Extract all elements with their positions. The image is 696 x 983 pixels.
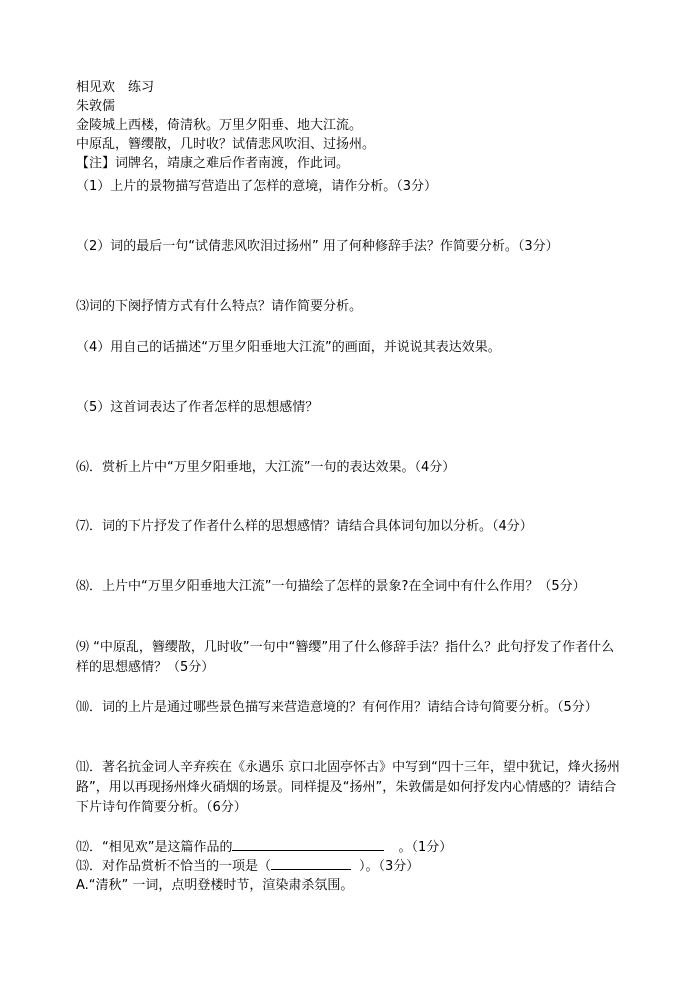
question-13 [76, 857, 419, 876]
worksheet-title: 相见欢 练习 [76, 80, 155, 95]
question-13-score: ）。（3分） [359, 859, 420, 874]
question-10: ⑽．词的上片是通过哪些景色描写来营造意境的？有何作用？请结合诗句简要分析。（5分） [76, 700, 598, 715]
question-8: ⑻．上片中“万里夕阳垂地大江流”一句描绘了怎样的景象?在全词中有什么作用？（5分） [76, 579, 586, 594]
question-9: ⑼ “中原乱，簪缨散，几时收”一句中“簪缨”用了什么修辞手法？指什么？此句抒发了作者什么样的思想感情？（5分） [76, 640, 615, 675]
answer-blank-12[interactable] [232, 838, 384, 851]
question-2: （2）词的最后一句“试倩悲风吹泪过扬州” 用了何种修辞手法？作简要分析。（3分） [76, 239, 559, 254]
question-11: ⑾．著名抗金词人辛弃疾在《永遇乐 京口北固亭怀古》中写到“四十三年，望中犹记，烽火扬州路”，用以再现扬州烽火硝烟的场景。同样提及“扬州”，朱敦儒是如何抒发内心情感的？请结合下片诗句作简要分析。（6分） [76, 760, 620, 815]
answer-blank-13[interactable] [271, 857, 351, 870]
question-12-score: 。（1分） [398, 840, 453, 855]
question-1: （1）上片的景物描写营造出了怎样的意境，请作分析。（3分） [76, 179, 438, 194]
poem-line-1: 金陵城上西楼，倚清秋。万里夕阳垂、地大江流。 [76, 118, 363, 133]
question-5: （5）这首词表达了作者怎样的思想感情？ [76, 400, 319, 415]
poem-note: 【注】词牌名，靖康之难后作者南渡，作此词。 [76, 156, 350, 171]
poem-line-2: 中原乱，簪缨散，几时收？试倩悲风吹泪、过扬州。 [76, 137, 376, 152]
question-6: ⑹．赏析上片中“万里夕阳垂地，大江流”一句的表达效果。（4分） [76, 460, 456, 475]
question-4: （4）用自己的话描述“万里夕阳垂地大江流”的画面，并说说其表达效果。 [76, 340, 501, 355]
option-a: A.“清秋” 一词，点明登楼时节，渲染肃杀氛围。 [76, 878, 354, 893]
question-12-text: ⑿．“相见欢”是这篇作品的 [76, 840, 233, 855]
question-3: ⑶词的下阕抒情方式有什么特点？请作简要分析。 [76, 299, 363, 314]
question-12 [76, 838, 452, 857]
question-7: ⑺．词的下片抒发了作者什么样的思想感情？请结合具体词句加以分析。（4分） [76, 519, 533, 534]
poem-author: 朱敦儒 [76, 99, 116, 114]
question-13-text: ⒀．对作品赏析不恰当的一项是（ [76, 859, 272, 874]
